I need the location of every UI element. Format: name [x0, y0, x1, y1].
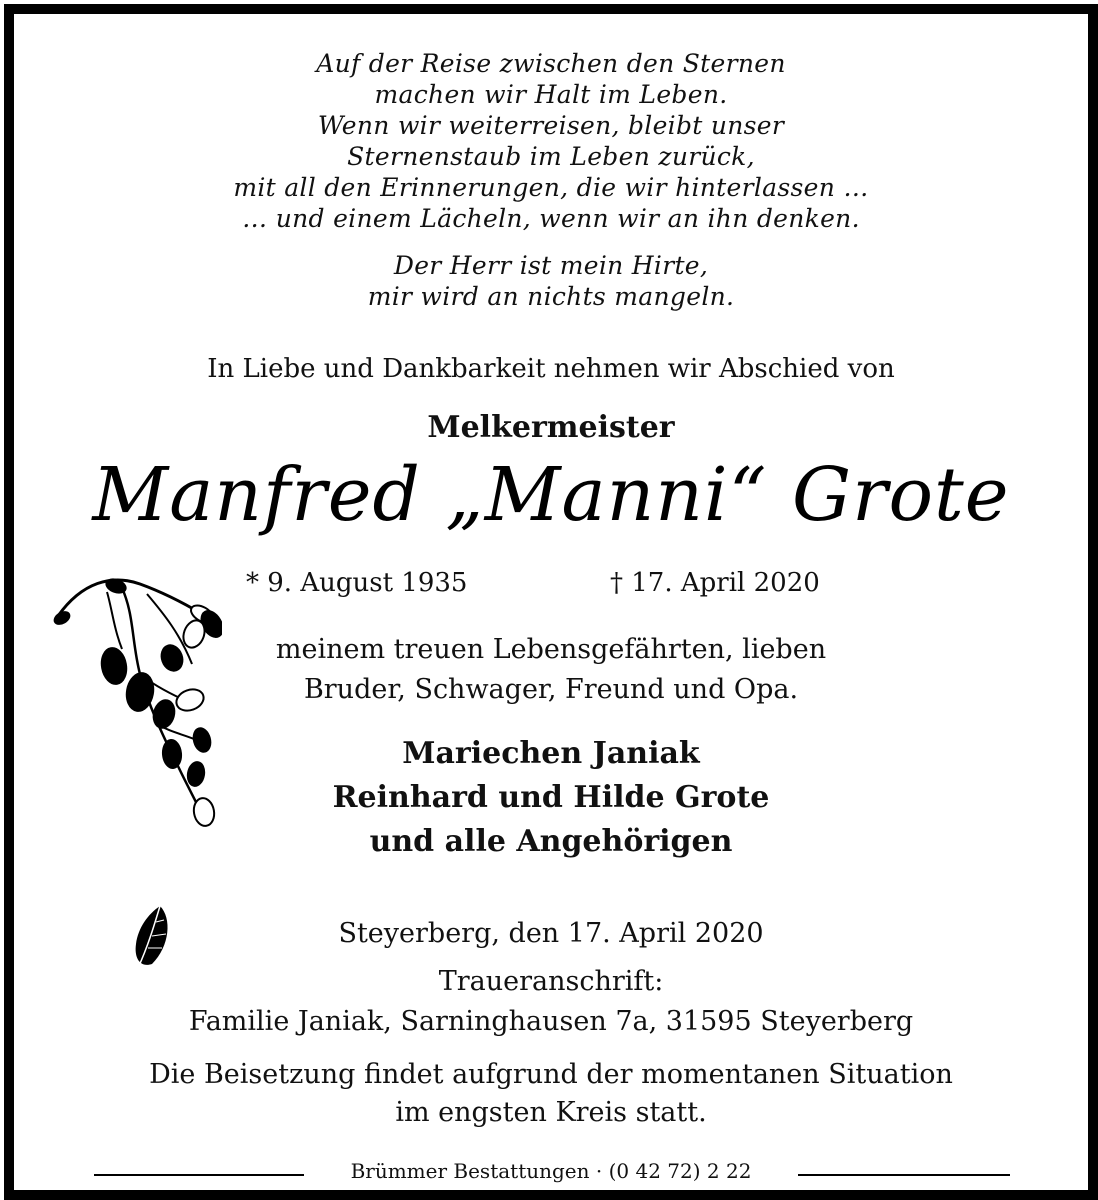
death-date: † 17. April 2020: [610, 568, 820, 598]
poem-line: Sternenstaub im Leben zurück,: [347, 142, 755, 171]
intro-text: In Liebe und Dankbarkeit nehmen wir Abschied von: [207, 354, 895, 384]
poem-line: machen wir Halt im Leben.: [374, 80, 728, 109]
address-label: Traueranschrift:: [438, 966, 664, 997]
mourner-name: Mariechen Janiak: [402, 736, 700, 771]
birth-date: * 9. August 1935: [246, 568, 468, 598]
relation-text: [4, 630, 1098, 710]
deceased-name: Manfred „Manni“ Grote: [92, 452, 1010, 538]
poem-verse-2: [4, 250, 1098, 312]
place-date: Steyerberg, den 17. April 2020: [338, 918, 764, 949]
obituary-frame: [4, 4, 1098, 1200]
relation-line: Bruder, Schwager, Freund und Opa.: [303, 674, 799, 705]
poem-line: mir wird an nichts mangeln.: [367, 282, 735, 311]
poem-line: Wenn wir weiterreisen, bleibt unser: [317, 111, 785, 140]
poem-line: Der Herr ist mein Hirte,: [393, 251, 709, 280]
relation-line: meinem treuen Lebensgefährten, lieben: [275, 634, 827, 665]
burial-note-line: Die Beisetzung findet aufgrund der momentanen Situation: [149, 1059, 953, 1090]
poem-verse-1: [4, 48, 1098, 234]
poem-line: Auf der Reise zwischen den Sternen: [316, 49, 786, 78]
poem-line: … und einem Lächeln, wenn wir an ihn denken.: [242, 204, 860, 233]
burial-note: [4, 1056, 1098, 1132]
burial-note-line: im engsten Kreis statt.: [395, 1097, 707, 1128]
mourner-name: und alle Angehörigen: [369, 824, 733, 859]
funeral-home-footer: Brümmer Bestattungen · (0 42 72) 2 22: [304, 1159, 798, 1183]
poem-line: mit all den Erinnerungen, die wir hinterlassen …: [233, 173, 869, 202]
mourners-list: [4, 732, 1098, 864]
mourner-name: Reinhard und Hilde Grote: [332, 780, 770, 815]
mourning-address: Familie Janiak, Sarninghausen 7a, 31595 Steyerberg: [188, 1006, 914, 1037]
deceased-title: Melkermeister: [427, 410, 675, 445]
